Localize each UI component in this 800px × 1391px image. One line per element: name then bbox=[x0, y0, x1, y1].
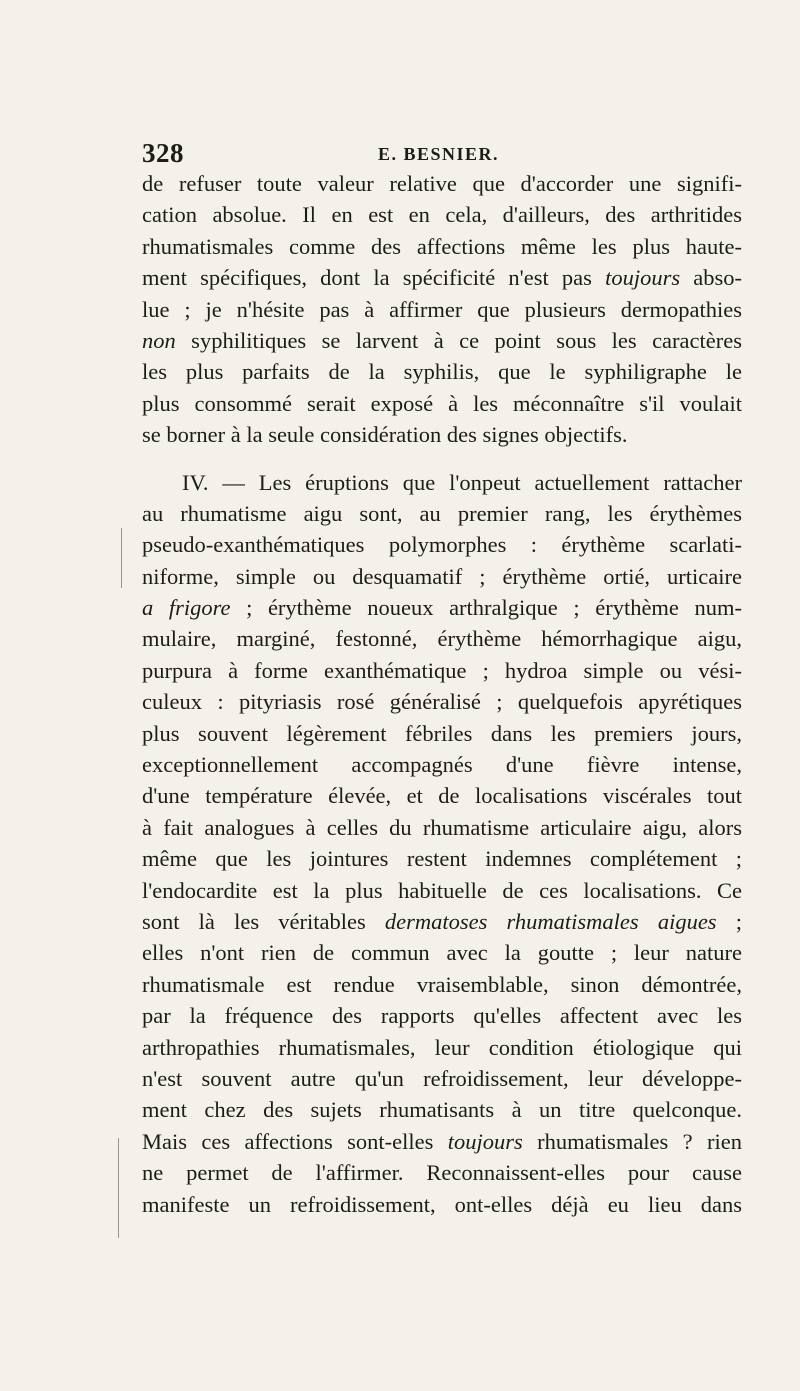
body-text bbox=[142, 168, 742, 1220]
text-line: même que les jointures restent indemnes complétement ; bbox=[142, 846, 742, 872]
text-line: ne permet de l'affirmer. Reconnaissent-elles pour cause bbox=[142, 1160, 742, 1186]
text-line: mulaire, marginé, festonné, érythème hémorrhagique aigu, bbox=[142, 626, 742, 652]
text-line: cation absolue. Il en est en cela, d'ailleurs, des arthritides bbox=[142, 202, 742, 228]
text-line: manifeste un refroidissement, ont-elles déjà eu lieu dans bbox=[142, 1191, 742, 1217]
text-line: lue ; je n'hésite pas à affirmer que plusieurs dermopathies bbox=[142, 296, 742, 322]
text-line: rhumatismales comme des affections même les plus haute- bbox=[142, 233, 742, 259]
text-line: au rhumatisme aigu sont, au premier rang, les érythèmes bbox=[142, 500, 742, 526]
text-line: d'une température élevée, et de localisations viscérales tout bbox=[142, 783, 742, 809]
text-line: purpura à forme exanthématique ; hydroa simple ou vési- bbox=[142, 657, 742, 683]
running-head: E. BESNIER. bbox=[378, 144, 500, 164]
text-line: ment chez des sujets rhumatisants à un titre quelconque. bbox=[142, 1097, 742, 1123]
text-line: plus consommé serait exposé à les méconnaître s'il voulait bbox=[142, 390, 742, 416]
italic-word: toujours bbox=[447, 1128, 523, 1154]
text-line: sont là les véritables dermatoses rhumatismales aigues ; bbox=[142, 908, 742, 934]
text-line: niforme, simple ou desquamatif ; érythème ortié, urticaire bbox=[142, 563, 742, 589]
text-line: l'endocardite est la plus habituelle de ces localisations. Ce bbox=[142, 877, 742, 903]
text-line: à fait analogues à celles du rhumatisme articulaire aigu, alors bbox=[142, 814, 742, 840]
text-line: Mais ces affections sont-elles toujours rhumatismales ? rien bbox=[142, 1128, 742, 1154]
text-line: pseudo-exanthématiques polymorphes : érythème scarlati- bbox=[142, 532, 742, 558]
text-line: non syphilitiques se larvent à ce point sous les caractères bbox=[142, 327, 742, 353]
margin-pencil-mark bbox=[121, 528, 122, 588]
text-line: IV. — Les éruptions que l'onpeut actuellement rattacher bbox=[182, 469, 742, 495]
italic-phrase: a frigore bbox=[142, 595, 231, 621]
text-line: arthropathies rhumatismales, leur condition étiologique qui bbox=[142, 1034, 742, 1060]
text-line: de refuser toute valeur relative que d'accorder une signifi- bbox=[142, 171, 742, 196]
page-number: 328 bbox=[142, 138, 184, 168]
text-line: les plus parfaits de la syphilis, que le syphiligraphe le bbox=[142, 359, 742, 385]
text-line: culeux : pityriasis rosé généralisé ; quelquefois apyrétiques bbox=[142, 689, 742, 715]
text-line: rhumatismale est rendue vraisemblable, sinon démontrée, bbox=[142, 971, 742, 997]
text-line: elles n'ont rien de commun avec la goutte ; leur nature bbox=[142, 940, 742, 966]
text-line: n'est souvent autre qu'un refroidissement, leur développe- bbox=[142, 1065, 742, 1091]
text-line: exceptionnellement accompagnés d'une fièvre intense, bbox=[142, 752, 742, 778]
paragraph-2 bbox=[142, 467, 742, 1220]
text-line: par la fréquence des rapports qu'elles affectent avec les bbox=[142, 1003, 742, 1029]
italic-word: toujours bbox=[605, 265, 681, 291]
paragraph-1 bbox=[142, 168, 742, 451]
text-line: a frigore ; érythème noueux arthralgique ; érythème num- bbox=[142, 595, 742, 621]
italic-word: non bbox=[142, 327, 176, 353]
text-line: ment spécifiques, dont la spécificité n'est pas toujours abso- bbox=[142, 265, 742, 291]
text-line: plus souvent légèrement fébriles dans les premiers jours, bbox=[142, 720, 742, 746]
text-line: se borner à la seule considération des signes objectifs. bbox=[142, 422, 628, 448]
italic-phrase: dermatoses rhumatismales aigues bbox=[384, 908, 717, 934]
margin-pencil-mark bbox=[118, 1138, 119, 1238]
